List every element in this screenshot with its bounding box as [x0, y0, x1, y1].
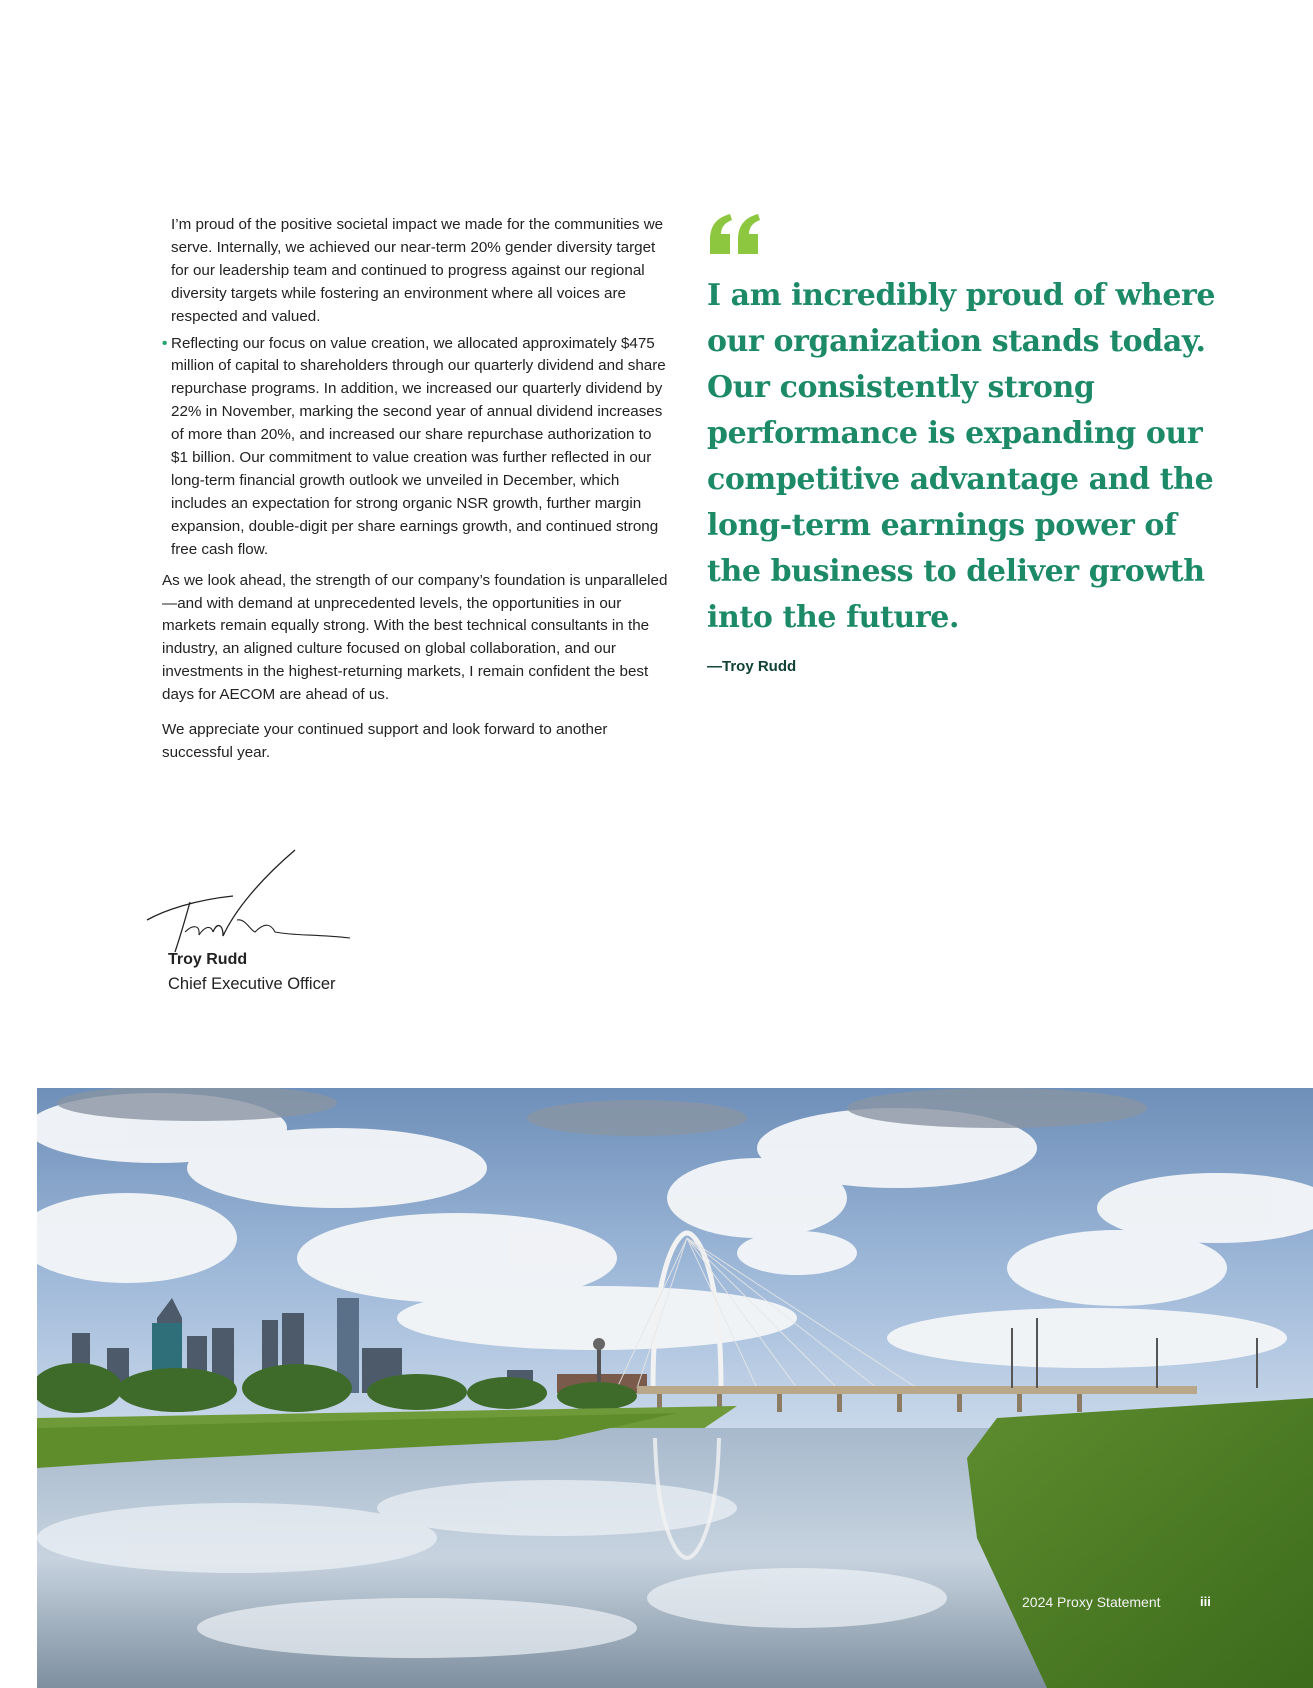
bullet-text: Reflecting our focus on value creation, we allocated approximately $475 million of capital to shareholders through our quarterly dividend and share repurchase programs. In addition, we increased our quarterly dividend by 22% in November, marking the second year of annual dividend increases of more than 20%, and increased our share repurchase authorization to $1 billion. Our commitment to value creation was further reflected in our long-term financial growth outlook we unveiled in December, which includes an expectation for strong organic NSR growth, further margin expansion, double-digit per share earnings growth, and continued strong free cash flow.	[171, 334, 666, 558]
pull-quote: I am incredibly proud of where our organization stands today. Our consistently strong performance is expanding our competitive advantage and the long-term earnings power of the business to deliver growth into the future.	[707, 278, 1216, 635]
bullet-dot-icon: •	[162, 334, 168, 352]
page-footer	[1022, 1594, 1211, 1610]
quote-attribution: —Troy Rudd	[707, 658, 797, 675]
paragraph-closing: We appreciate your continued support and look forward to another successful year.	[162, 721, 608, 761]
continued-bullet-text: I’m proud of the positive societal impact we made for the communities we serve. Internally, we achieved our near-term 20% gender diversity target for our leadership team and continued to progress against our regional diversity targets while fostering an environment where all voices are respected and valued.	[171, 216, 664, 325]
letter-body	[162, 214, 670, 777]
footer-page-number: iii	[1200, 1594, 1211, 1609]
paragraph-outlook: As we look ahead, the strength of our company’s foundation is unparalleled—and with demand at unprecedented levels, the opportunities in our markets remain equally strong. With the best technical consultants in the industry, an aligned culture focused on global collaboration, and our investments in the highest-returning markets, I remain confident the best days for AECOM are ahead of us.	[162, 571, 668, 704]
signer-title: Chief Executive Officer	[168, 975, 336, 993]
signature-image	[145, 840, 405, 955]
quote-mark-icon	[706, 214, 762, 258]
signer-name: Troy Rudd	[168, 951, 248, 968]
handwritten-signature-icon	[145, 840, 355, 955]
bullet-item-value-creation	[162, 333, 670, 562]
footer-document-title: 2024 Proxy Statement	[1022, 1594, 1161, 1610]
